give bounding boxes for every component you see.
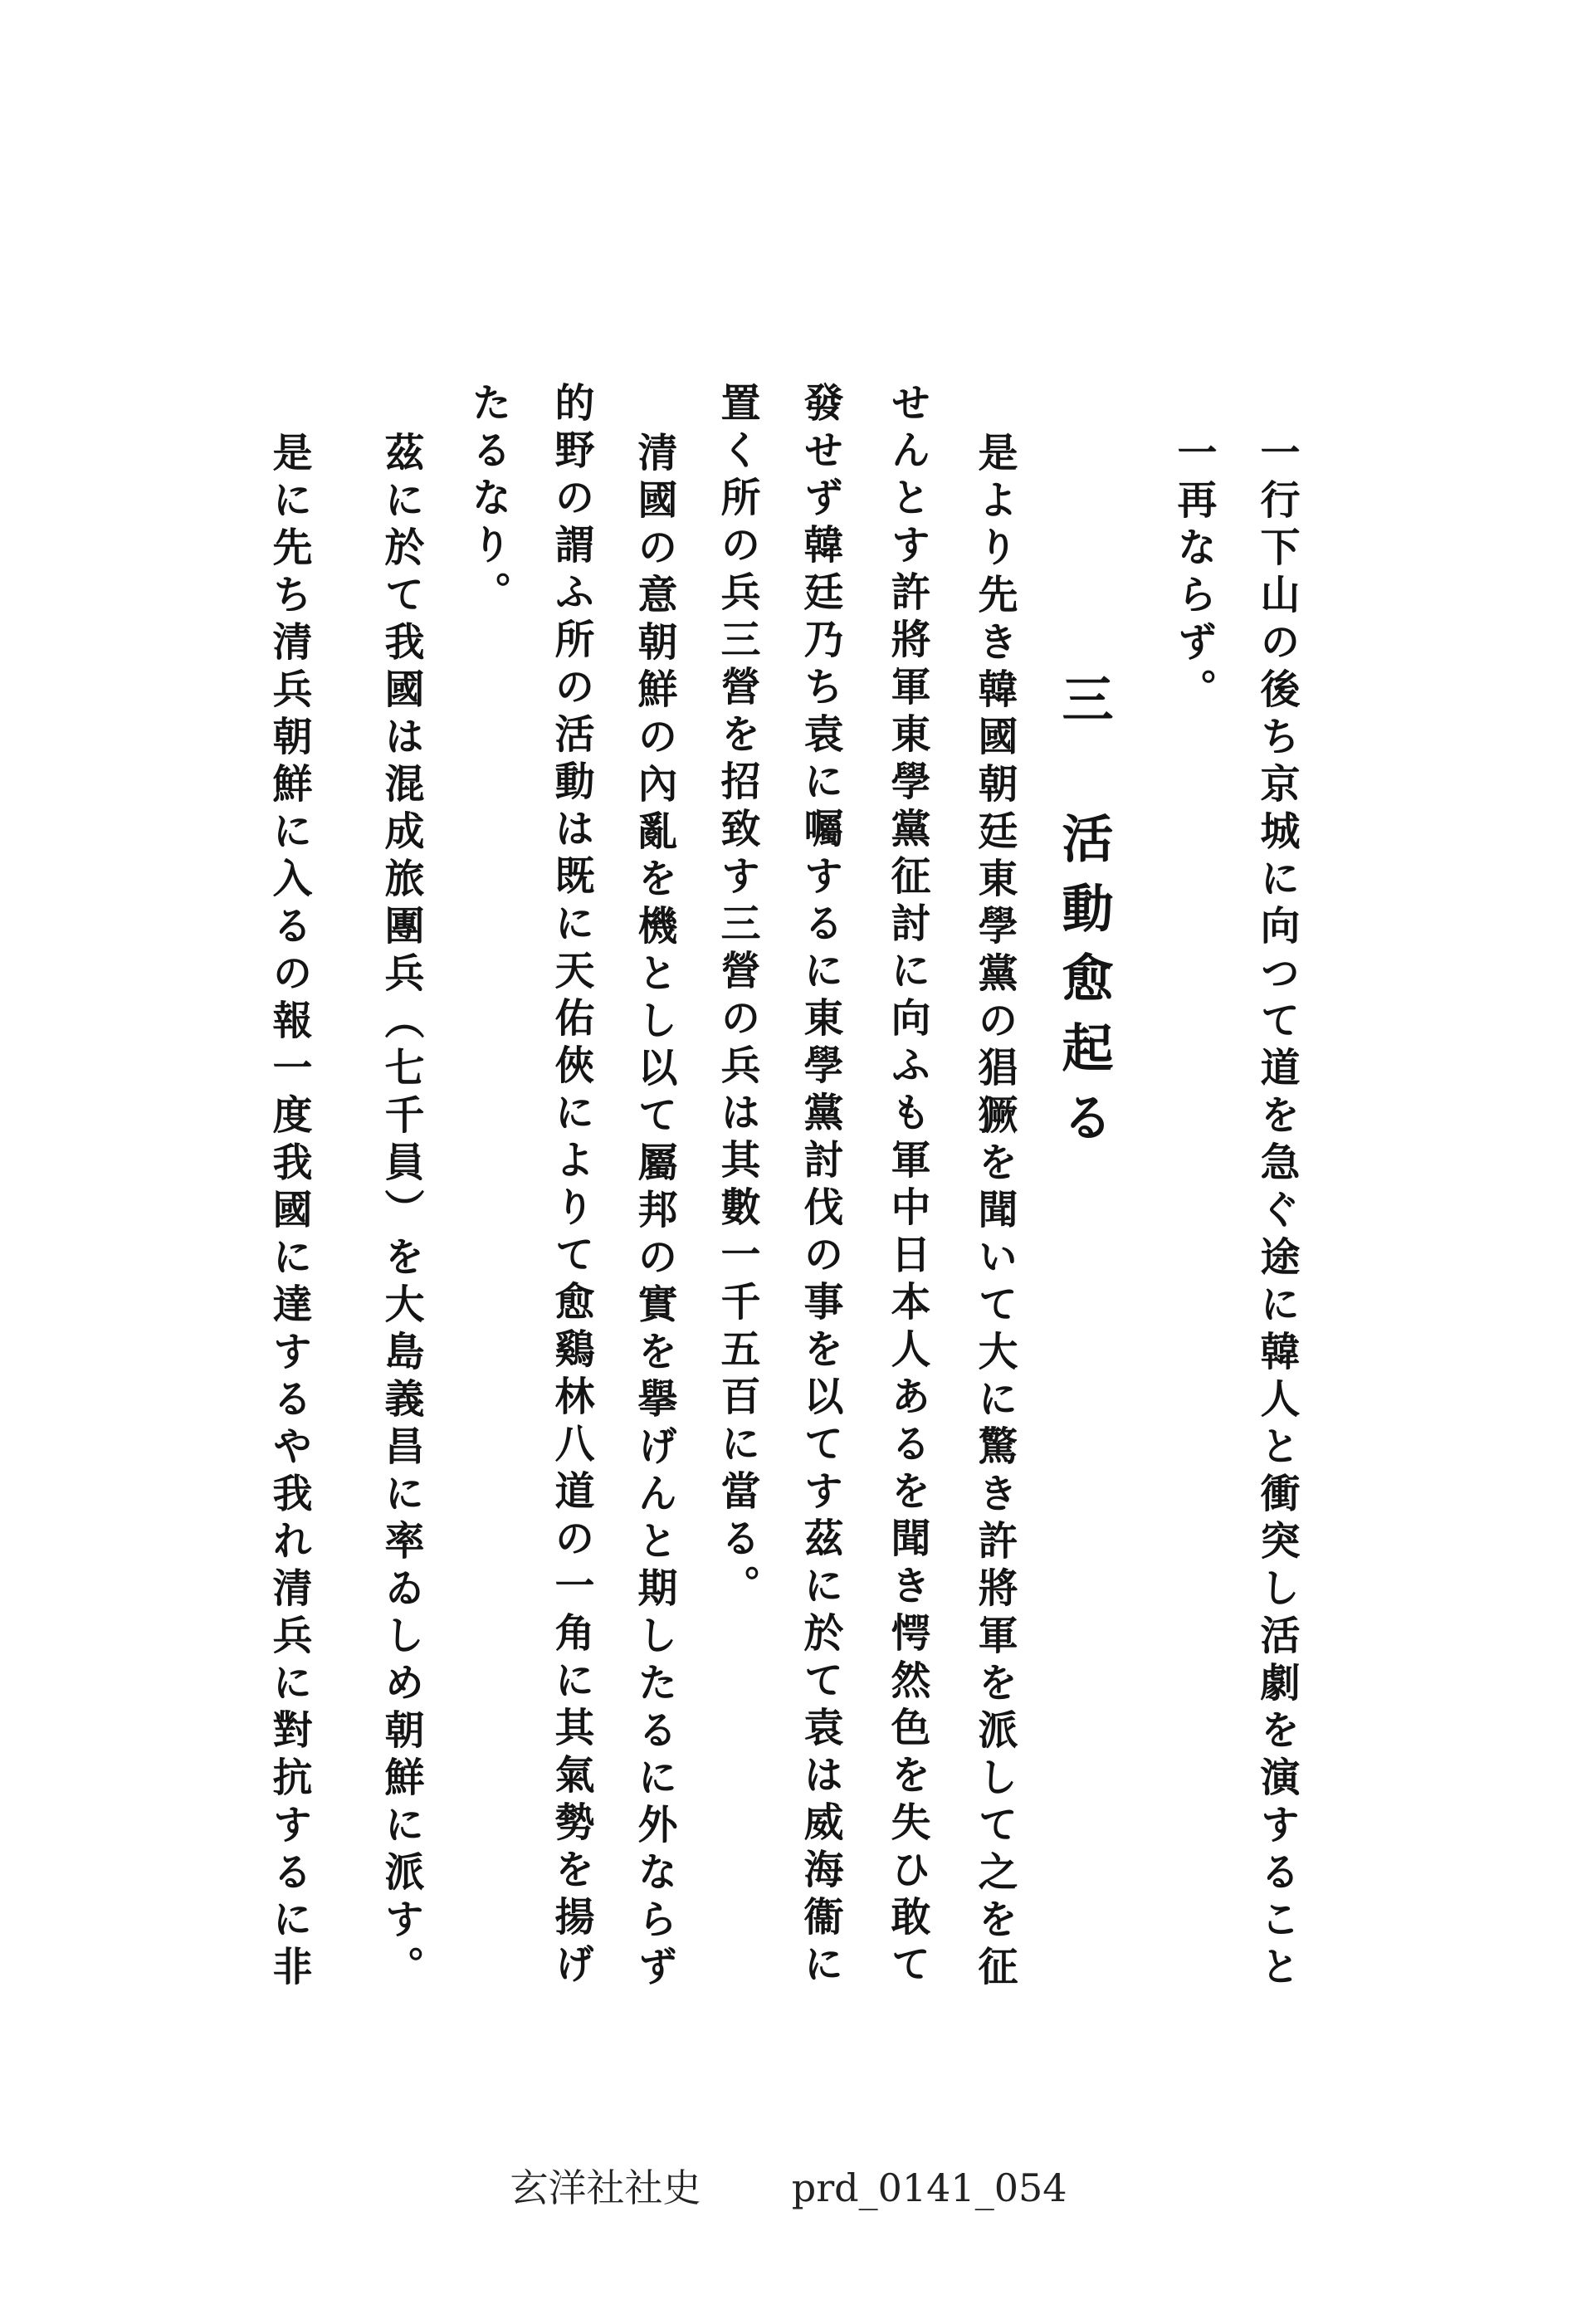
- text-column-10: 茲に於て我國は混成旅團兵（七千員）を大島義昌に率ゐしめ朝鮮に派す。: [378, 432, 424, 1993]
- footer-title: 玄洋社社史: [510, 2165, 701, 2210]
- text-column-8: 的野の謂ふ所の活動は既に天佑俠によりて愈鷄林八道の一角に其氣勢を揚げ: [548, 382, 594, 1990]
- footer-code: prd_0141_054: [791, 2165, 1067, 2210]
- section-heading: 三 活動愈起る: [1053, 672, 1114, 1160]
- text-column-2: 一再ならず。: [1170, 432, 1217, 715]
- text-column-3: 是より先き韓國朝廷東學黨の猖獗を聞いて大に驚き許將軍を派して之を征: [971, 432, 1018, 1993]
- text-column-1: 一行下山の後ち京城に向つて道を急ぐ途に韓人と衝突し活劇を演すること: [1253, 432, 1300, 1993]
- text-column-11: 是に先ち清兵朝鮮に入るの報一度我國に達するや我れ清兵に對抗するに非: [266, 432, 312, 1993]
- text-column-4: せんとす許將軍東學黨征討に向ふも軍中日本人あるを聞き愕然色を失ひ敢て: [884, 382, 930, 1990]
- text-column-6: 置く所の兵三營を招致す三營の兵は其數一千五百に當る。: [714, 382, 760, 1612]
- text-column-9: たるなり。: [465, 382, 511, 618]
- text-column-7: 清國の意朝鮮の內亂を機とし以て屬邦の實を擧げんと期したるに外ならず: [631, 432, 677, 1993]
- page-footer: [0, 2158, 1577, 2213]
- text-column-5: 發せず韓廷乃ち袁に囑するに東學黨討伐の事を以てす茲に於て袁は威海衞に: [797, 382, 843, 1990]
